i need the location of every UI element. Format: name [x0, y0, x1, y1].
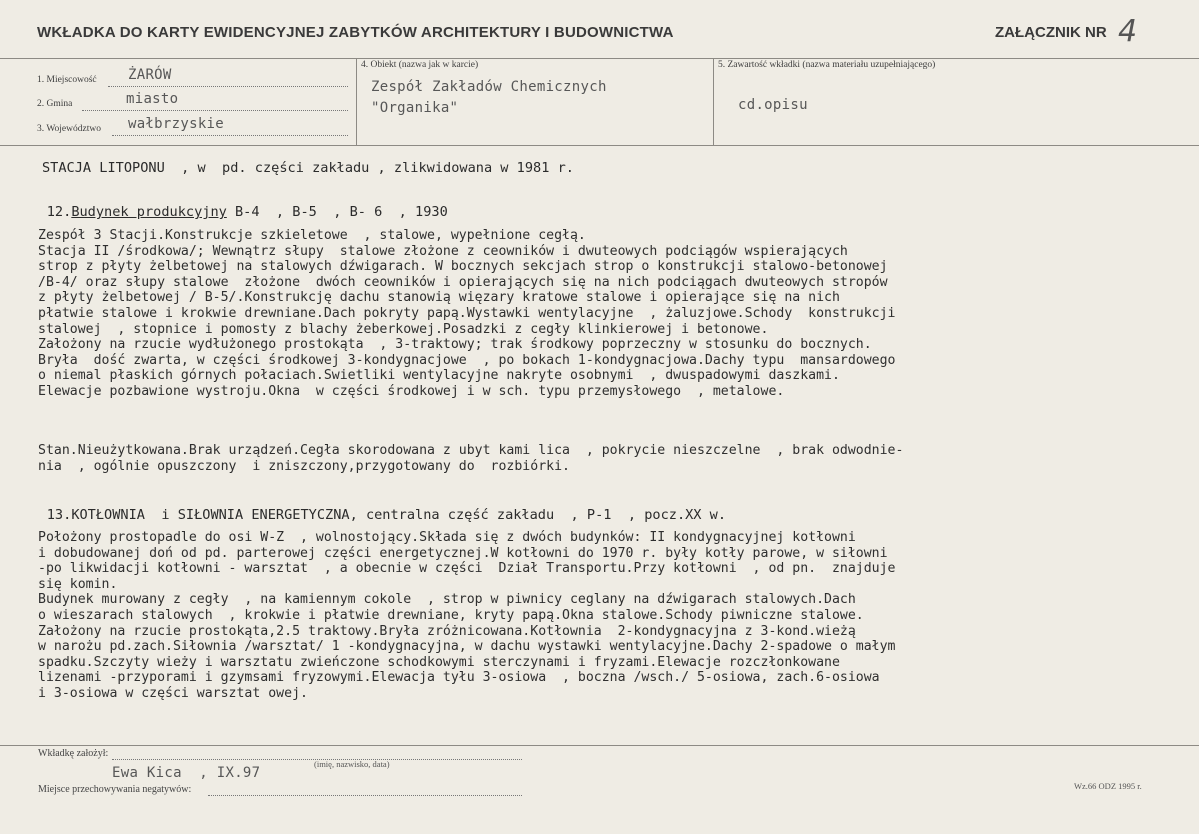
place-label: 1. Miejscowość [37, 75, 97, 85]
object-label: 4. Obiekt (nazwa jak w karcie) [361, 60, 479, 70]
header-bottom-rule [0, 145, 1199, 146]
commune-dotline [82, 110, 348, 111]
annex-label: ZAŁĄCZNIK NR [995, 24, 1107, 41]
intro-line: STACJA LITOPONU , w pd. części zakładu , zlikwidowana w 1981 r. [42, 160, 574, 176]
footer-rule [0, 745, 1199, 746]
column-divider-1 [356, 58, 357, 145]
section-12-number: 12. [46, 204, 72, 220]
place-value: ŻARÓW [128, 67, 172, 83]
section-13-title: KOTŁOWNIA i SIŁOWNIA ENERGETYCZNA, centralna część zakładu , P-1 , pocz.XX w. [71, 507, 727, 523]
storage-label: Miejsce przechowywania negatywów: [38, 784, 192, 795]
sheet-title: WKŁADKA DO KARTY EWIDENCYJNEJ ZABYTKÓW ARCHITEKTURY I BUDOWNICTWA [37, 24, 674, 41]
commune-value: miasto [126, 91, 179, 107]
prepared-label: Wkładkę założył: [38, 748, 109, 759]
voivodeship-dotline [112, 135, 348, 136]
prepared-hint: (imię, nazwisko, data) [314, 759, 390, 769]
object-value-line2: "Organika" [371, 100, 459, 116]
section-12-title: Budynek produkcyjny [71, 204, 227, 220]
voivodeship-value: wałbrzyskie [128, 116, 225, 132]
section-12-condition: Stan.Nieużytkowana.Brak urządzeń.Cegła skorodowana z ubyt kami lica , pokrycie nieszczelne , brak odwodnie- nia , ogólnie opuszczony i zniszczony,przygotowany do rozbiórki. [38, 443, 904, 474]
object-value-line1: Zespół Zakładów Chemicznych [371, 79, 607, 95]
section-13-description: Położony prostopadle do osi W-Z , wolnostojący.Składa się z dwóch budynków: II kondygnacyjnej kotłowni i dobudowanej doń od pd. parterowej części energetycznej.W kotłowni do 1970 r. były kotły parowe, w siłowni -po likwidacji kotłowni - warsztat , a obecnie w części Dział Transportu.Przy kotłowni , od pn. znajduje się komin. Budynek murowany z cegły , na kamiennym cokole , strop w piwnicy ceglany na dźwigarach stalowych.Dach o wieszarach stalowych , krokwie i płatwie drewniane, kryty papą.Okna stalowe.Schody piwniczne stalowe. Założony na rzucie prostokąta,2.5 traktowy.Bryła zróżnicowana.Kotłownia 2-kondygnacyjna z 3-kond.wieżą w narożu pd.zach.Siłownia /warsztat/ 1 -kondygnacyjna, w dachu wystawki wentylacyjne.Dachy 2-spadowe o małym spadku.Szczyty wieży i warsztatu zwieńczone schodkowymi sterczynami i fryzami.Elewacje rozczłonkowane lizenami -przyporami i gzymsami fryzowymi.Elewacja tyłu 3-osiowa , boczna /wsch./ 5-osiowa, zach.6-osiowa i 3-osiowa w części warsztat owej. [38, 530, 896, 701]
header-top-rule [0, 58, 1199, 59]
content-value: cd.opisu [738, 97, 808, 113]
column-divider-2 [713, 58, 714, 145]
commune-label: 2. Gmina [37, 99, 73, 109]
section-13-number: 13. [46, 507, 72, 523]
content-label: 5. Zawartość wkładki (nazwa materiału uzupełniającego) [718, 60, 936, 70]
prepared-value: Ewa Kica , IX.97 [112, 765, 261, 781]
annex-number: 4 [1118, 14, 1138, 49]
form-stamp: Wz.66 ODZ 1995 r. [1074, 781, 1142, 791]
storage-dotline [208, 795, 522, 796]
place-dotline [108, 86, 348, 87]
voivodeship-label: 3. Województwo [37, 124, 101, 134]
section-12-description: Zespół 3 Stacji.Konstrukcje szkieletowe , stalowe, wypełnione cegłą. Stacja II /środkowa/; Wewnątrz słupy stalowe złożone z ceowników i dwuteowych podciągów wspierających strop z płyty żelbetowej na stalowych dźwigarach. W bocznych sekcjach strop o konstrukcji stalowo-betonowej /B-4/ oraz słupy stalowe złożone dwóch ceowników i opierających się na nich podciągach dwuteowych stropów z płyty żelbetowej / B-5/.Konstrukcję dachu stanowią więzary kratowe stalowe i opierające się na nich płatwie stalowe i krokwie drewniane.Dach pokryty papą.Wystawki wentylacyjne , żaluzjowe.Schody konstrukcji stalowej , stopnice i pomosty z blachy żeberkowej.Posadzki z cegły klinkierowej i betonowe. Założony na rzucie wydłużonego prostokąta , 3-traktowy; trak środkowy poprzeczny w stosunku do bocznych. Bryła dość zwarta, w części środkowej 3-kondygnacjowe , po bokach 1-kondygnacjowa.Dachy typu mansardowego o niemal płaskich górnych połaciach.Swietliki wentylacyjne nakryte osobnymi , dwuspadowymi daszkami. Elewacje pozbawione wystroju.Okna w części środkowej i w sch. typu przemysłowego , metalowe. [38, 228, 896, 399]
section-12-rest: B-4 , B-5 , B- 6 , 1930 [226, 204, 448, 220]
